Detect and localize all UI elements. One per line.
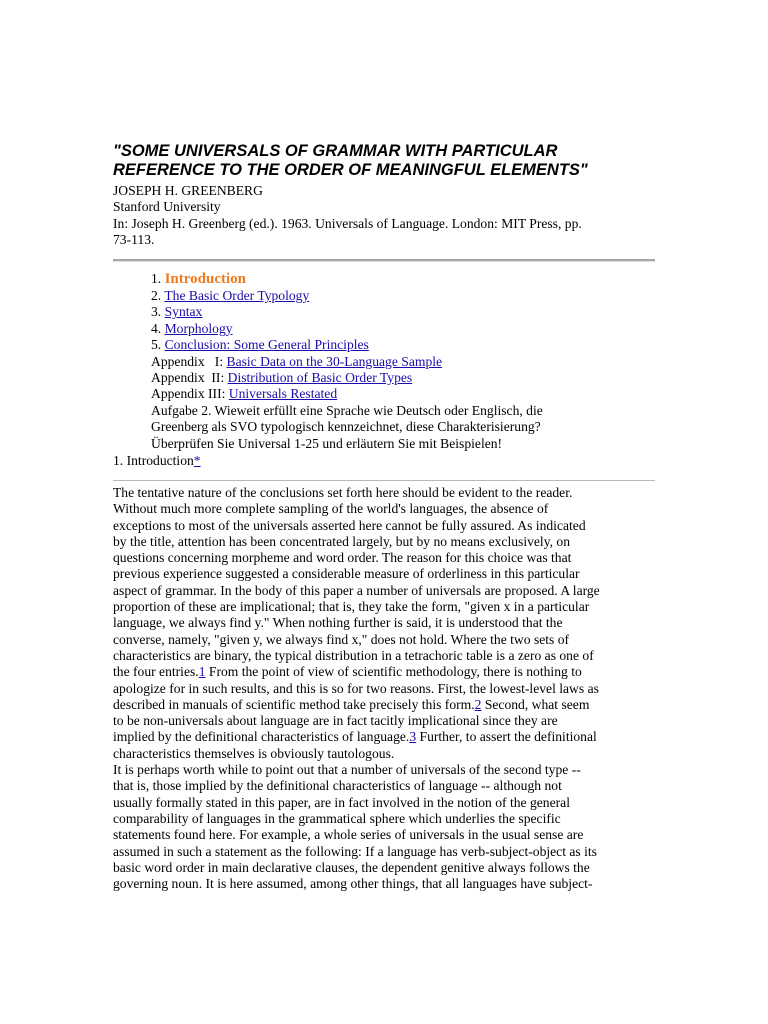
footnote-link-2[interactable]: 2 [474, 696, 482, 712]
body-line: language, we always find y." When nothing further is said, it is understood that the [113, 615, 563, 631]
toc-introduction-current: Introduction [164, 271, 247, 287]
toc-item-appendix-2: Appendix II: Distribution of Basic Order Types [151, 370, 413, 386]
body-line: usually formally stated in this paper, are in fact involved in the notion of the general [113, 794, 570, 810]
toc-link-morphology[interactable]: Morphology [164, 320, 233, 336]
citation-line-2: 73-113. [113, 231, 155, 247]
body-line: statements found here. For example, a whole series of universals in the usual sense are [113, 827, 584, 843]
body-line: questions concerning morpheme and word order. The reason for this choice was that [113, 550, 572, 566]
body-line: assumed in such a statement as the following: If a language has verb-subject-object as its [113, 843, 597, 859]
table-of-contents [151, 270, 671, 452]
toc-link-basic-order-typology[interactable]: The Basic Order Typology [164, 288, 310, 303]
paper-title-line-2: REFERENCE TO THE ORDER OF MEANINGFUL ELEMENTS" [113, 161, 588, 179]
task-text-line-1: Aufgabe 2. Wieweit erfüllt eine Sprache wie Deutsch oder Englisch, die [151, 402, 543, 418]
toc-item-morphology: 4. Morphology [151, 320, 233, 336]
toc-item-appendix-3: Appendix III: Universals Restated [151, 386, 338, 402]
author-affiliation: Stanford University [113, 199, 221, 215]
body-line: by the title, attention has been concentrated largely, but by no means exclusively, on [113, 533, 571, 549]
body-line: The tentative nature of the conclusions set forth here should be evident to the reader. [113, 485, 573, 500]
body-line: governing noun. It is here assumed, among other things, that all languages have subject- [113, 876, 593, 892]
body-line: basic word order in main declarative clauses, the dependent genitive always follows the [113, 859, 590, 875]
body-line: previous experience suggested a considerable measure of orderliness in this particular [113, 566, 580, 582]
toc-link-appendix-2[interactable]: Distribution of Basic Order Types [227, 370, 413, 386]
footnote-link-asterisk[interactable]: * [193, 453, 201, 468]
paper-meta [113, 183, 655, 248]
body-line: the four entries.1 From the point of view of scientific methodology, there is nothing to [113, 664, 582, 680]
toc-item-syntax: 3. Syntax [151, 304, 203, 320]
body-line: aspect of grammar. In the body of this paper a number of universals are proposed. A large [113, 582, 600, 598]
section-rule [113, 480, 655, 481]
body-paragraphs [113, 485, 658, 892]
toc-item-conclusion: 5. Conclusion: Some General Principles [151, 337, 369, 353]
section-heading-text: 1. Introduction [113, 453, 194, 468]
body-line: implied by the definitional characteristics of language.3 Further, to assert the definitional [113, 729, 597, 745]
toc-link-appendix-1[interactable]: Basic Data on the 30-Language Sample [226, 353, 443, 369]
body-line: exceptions to most of the universals asserted here cannot be fully assured. As indicated [113, 517, 586, 533]
body-line: apologize for in such results, and this is so for two reasons. First, the lowest-level laws as [113, 680, 599, 696]
paper-title [113, 142, 673, 180]
body-line: characteristics themselves is obviously tautologous. [113, 745, 395, 761]
body-line: to be non-universals about language are in fact tacitly implicational since they are [113, 713, 558, 729]
body-line: comparability of languages in the grammatical sphere which underlies the specific [113, 810, 561, 826]
footnote-link-3[interactable]: 3 [409, 729, 417, 745]
author-name: JOSEPH H. GREENBERG [113, 183, 263, 198]
footnote-link-1[interactable]: 1 [198, 664, 206, 680]
body-line: It is perhaps worth while to point out that a number of universals of the second type -- [113, 762, 581, 778]
body-line: Without much more complete sampling of the world's languages, the absence of [113, 501, 549, 517]
toc-item-introduction: 1. Introduction [151, 271, 247, 287]
paper-title-line-1: "SOME UNIVERSALS OF GRAMMAR WITH PARTICULAR [113, 142, 558, 160]
task-text-line-2: Greenberg als SVO typologisch kennzeichnet, diese Charakterisierung? [151, 419, 541, 435]
body-line: characteristics are binary, the typical distribution in a tetrachoric table is a zero as one of [113, 647, 594, 663]
toc-link-appendix-3[interactable]: Universals Restated [228, 386, 338, 402]
separator-rule [113, 259, 655, 262]
body-line: that is, those implied by the definitional characteristics of language -- although not [113, 778, 562, 794]
body-line: described in manuals of scientific method take precisely this form.2 Second, what seem [113, 696, 590, 712]
body-line: proportion of these are implicational; that is, they take the form, "given x in a particular [113, 599, 590, 615]
task-text-line-3: Überprüfen Sie Universal 1-25 und erläutern Sie mit Beispielen! [151, 435, 503, 451]
toc-link-syntax[interactable]: Syntax [164, 304, 203, 320]
body-line: converse, namely, "given y, we always find x," does not hold. Where the two sets of [113, 631, 570, 647]
toc-item-basic-order: 2. The Basic Order Typology [151, 288, 310, 303]
toc-item-appendix-1: Appendix I: Basic Data on the 30-Language Sample [151, 353, 443, 369]
toc-link-conclusion[interactable]: Conclusion: Some General Principles [164, 337, 369, 353]
citation-line-1: In: Joseph H. Greenberg (ed.). 1963. Universals of Language. London: MIT Press, pp. [113, 215, 582, 231]
section-heading [113, 453, 655, 469]
